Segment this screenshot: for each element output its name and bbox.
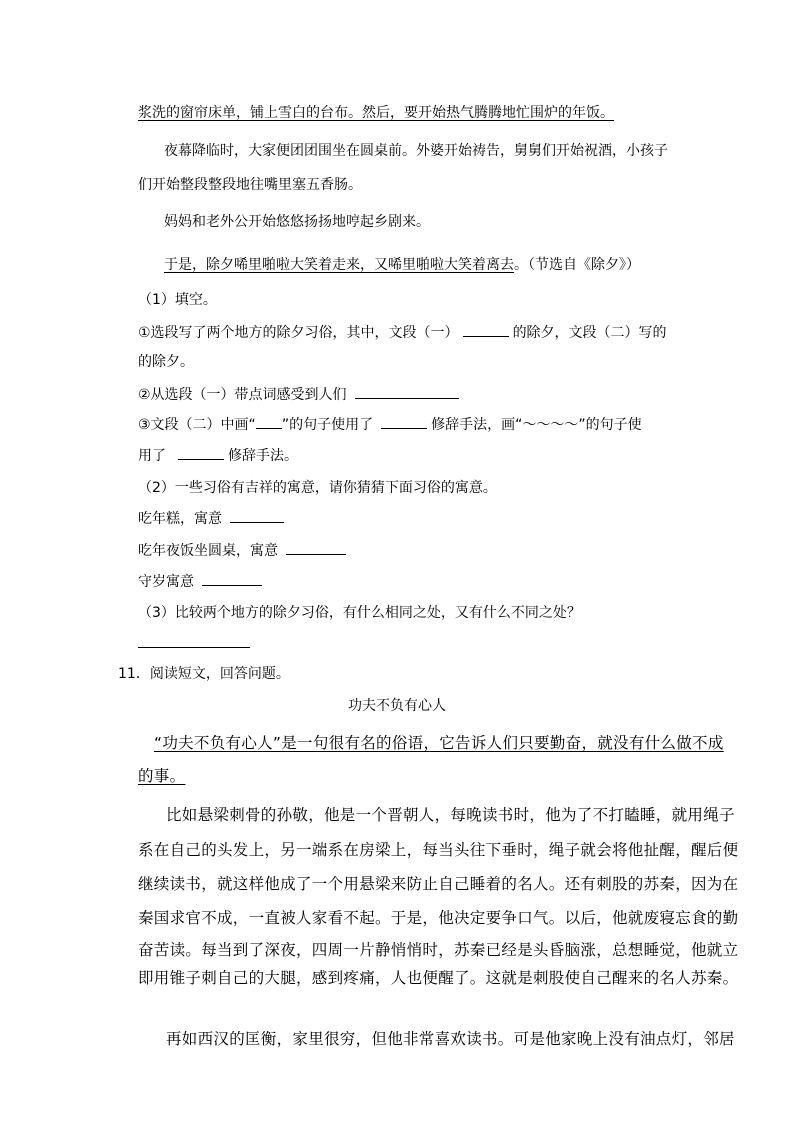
q3-heading: （3）比较两个地方的除夕习俗，有什么相同之处，又有什么不同之处？ bbox=[138, 605, 581, 621]
q1-a-line-2: 的除夕。 bbox=[138, 354, 194, 370]
q2-item-3 bbox=[138, 571, 266, 592]
passage-line-5 bbox=[164, 255, 640, 275]
q1-c-line-1 bbox=[138, 414, 642, 435]
q11-p2-line-6: 即用锥子刺自己的大腿，感到疼痛，人也便醒了。这就是刺股使自己醒来的名人苏秦。 bbox=[138, 969, 739, 987]
passage-line-1: 浆洗的窗帘床单，铺上雪白的台布。然后，要开始热气腾腾地忙围炉的年饭。 bbox=[138, 105, 614, 121]
q2-item-1-text: 吃年糕，寓意 bbox=[138, 511, 222, 527]
q11-p2-line-4: 秦国求官不成，一直被人家看不起。于是，他决定要争口气。以后，他就废寝忘食的勤 bbox=[138, 909, 739, 927]
q11-p1-line-2: 的事。 bbox=[138, 767, 186, 785]
source-note: 。（节选自《除夕》） bbox=[514, 257, 640, 273]
answer-blank-c2[interactable] bbox=[178, 445, 224, 460]
q1-a-line-1 bbox=[138, 322, 667, 343]
q11-p3-line-1: 再如西汉的匡衡，家里很穷，但他非常喜欢读书。可是他家晚上没有油点灯，邻居 bbox=[166, 1030, 735, 1048]
q1-a-text-2: 的除夕，文段（二）写的 bbox=[512, 325, 667, 341]
q1-c-text-1: ③文段（二）中画“ bbox=[138, 417, 256, 433]
q1-c-text-4: 用了 bbox=[138, 448, 166, 464]
q2-item-2-text: 吃年夜饭坐圆桌，寓意 bbox=[138, 543, 278, 559]
passage-line-2: 夜幕降临时，大家便团团围坐在圆桌前。外婆开始祷告，舅舅们开始祝酒，小孩子 bbox=[164, 143, 668, 159]
q2-item-3-text: 守岁寓意 bbox=[138, 574, 194, 590]
q1-b-line bbox=[138, 384, 463, 405]
answer-blank-q2-2[interactable] bbox=[286, 540, 346, 555]
answer-blank-a1[interactable] bbox=[463, 322, 509, 337]
q1-a-text-1: ①选段写了两个地方的除夕习俗，其中，文段（一） bbox=[138, 325, 459, 341]
q11-p2-line-3: 继续读书，就这样他成了一个用悬梁来防止自己睡着的名人。还有刺股的苏秦，因为在 bbox=[138, 875, 739, 893]
q2-item-2 bbox=[138, 540, 350, 561]
q11-p2-line-1: 比如悬梁刺骨的孙敬，他是一个晋朝人，每晚读书时，他为了不打瞌睡，就用绳子 bbox=[166, 806, 735, 824]
answer-line-q3[interactable] bbox=[138, 647, 250, 648]
q1-c-text-5: 修辞手法。 bbox=[228, 448, 298, 464]
answer-blank-b[interactable] bbox=[355, 384, 459, 399]
q2-heading: （2）一些习俗有吉祥的寓意，请你猜猜下面习俗的寓意。 bbox=[138, 480, 497, 496]
q11-p2-line-5: 奋苦读。每当到了深夜，四周一片静悄悄时，苏秦已经是头昏脑涨，总想睡觉，他就立 bbox=[138, 941, 739, 959]
q11-p1-line-1: “功夫不负有心人”是一句很有名的俗语，它告诉人们只要勤奋，就没有什么做不成 bbox=[154, 734, 724, 752]
q1-b-text: ②从选段（一）带点词感受到人们 bbox=[138, 387, 347, 403]
q2-item-1 bbox=[138, 508, 288, 529]
passage-line-3: 们开始整段整段地往嘴里塞五香肠。 bbox=[138, 177, 362, 193]
underlined-sentence: 于是，除夕唏里啪啦大笑着走来，又唏里啪啦大笑着离去 bbox=[164, 257, 514, 273]
answer-blank-q2-3[interactable] bbox=[202, 571, 262, 586]
q1-heading: （1）填空。 bbox=[138, 292, 217, 308]
underline-mark-sample bbox=[256, 414, 282, 429]
q1-c-text-2: ”的句子使用了 bbox=[281, 417, 374, 433]
passage-line-4: 妈妈和老外公开始悠悠扬扬地哼起乡剧来。 bbox=[164, 214, 430, 230]
q11-heading: 11．阅读短文，回答问题。 bbox=[118, 666, 290, 682]
q11-p2-line-2: 系在自己的头发上，另一端系在房梁上，每当头往下垂时，绳子就会将他扯醒，醒后便 bbox=[138, 841, 739, 859]
answer-blank-q2-1[interactable] bbox=[230, 508, 284, 523]
q1-c-text-3: 修辞手法，画“～～～～”的句子使 bbox=[431, 417, 642, 433]
answer-blank-c1[interactable] bbox=[381, 414, 427, 429]
q11-title: 功夫不负有心人 bbox=[348, 698, 446, 714]
q1-c-line-2 bbox=[138, 445, 298, 466]
